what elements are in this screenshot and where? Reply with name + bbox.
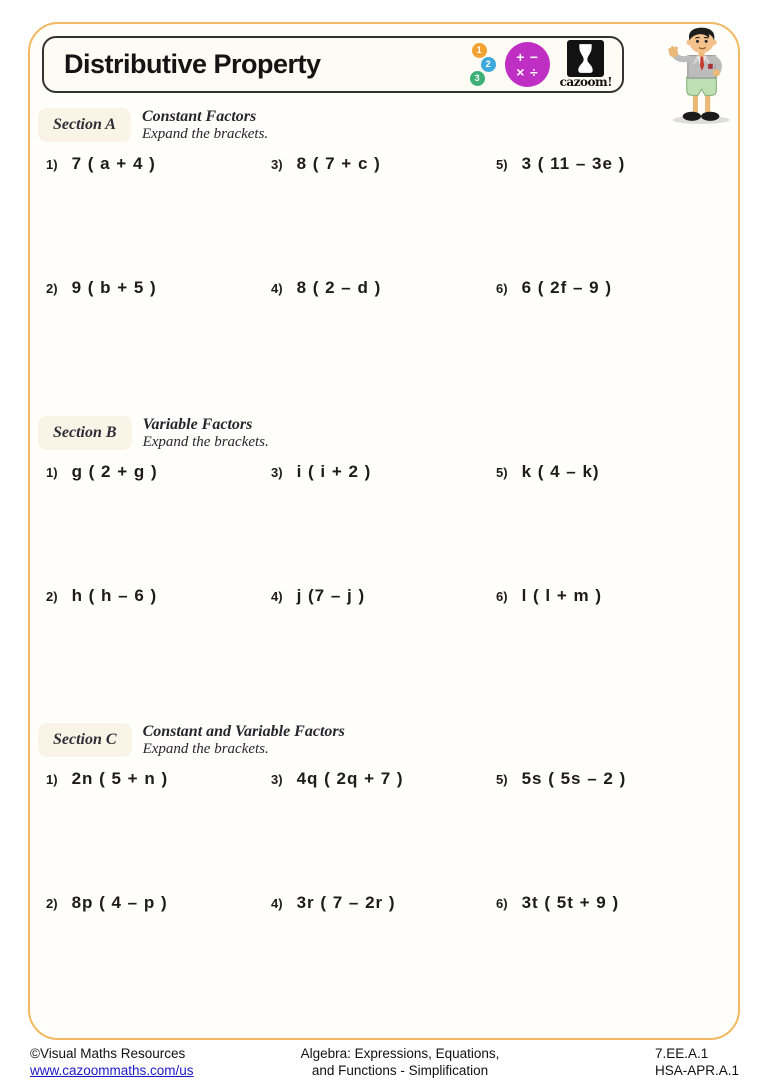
problem-c6 [496,891,710,1015]
problem-number: 5) [496,157,508,173]
problem-number: 3) [271,772,283,788]
problem-expression: j (7 – j ) [296,586,366,606]
problem-number: 1) [46,465,58,481]
problem-b4 [271,584,496,708]
problem-expression: 8 ( 7 + c ) [296,154,381,174]
problem-number: 4) [271,896,283,912]
problem-number: 2) [46,589,58,605]
problem-a1 [46,152,271,276]
problem-number: 6) [496,281,508,297]
problem-number: 2) [46,281,58,297]
problem-expression: 9 ( b + 5 ) [71,278,157,298]
cazoom-wordmark: cazoom! [559,75,612,89]
problem-expression: 5s ( 5s – 2 ) [521,769,627,789]
section-a-label: Section A [38,108,131,142]
worksheet-header [42,36,624,93]
section-b-instruction: Expand the brackets. [142,433,269,450]
problem-number: 6) [496,589,508,605]
problem-expression: g ( 2 + g ) [71,462,158,482]
problem-expression: 4q ( 2q + 7 ) [296,769,404,789]
page-title: Distributive Property [64,49,321,79]
section-c-label: Section C [38,723,132,757]
problem-number: 2) [46,896,58,912]
problem-b3 [271,460,496,584]
badge-2-icon: 2 [481,57,496,72]
section-b [38,416,710,708]
problem-a6 [496,276,710,400]
problem-number: 3) [271,465,283,481]
number-badges-icon [467,42,499,88]
problem-expression: 2n ( 5 + n ) [71,769,169,789]
copyright-text: ©Visual Maths Resources [30,1046,186,1061]
subject-line-1: Algebra: Expressions, Equations, [300,1046,500,1061]
section-c [38,723,710,1015]
problem-number: 6) [496,896,508,912]
problem-a4 [271,276,496,400]
problem-c2 [46,891,271,1015]
problem-number: 1) [46,772,58,788]
problem-number: 5) [496,465,508,481]
problem-b2 [46,584,271,708]
problem-number: 5) [496,772,508,788]
problem-number: 4) [271,281,283,297]
problem-b6 [496,584,710,708]
section-a [38,108,710,400]
section-a-problems [38,152,710,400]
subject-line-2: and Functions - Simplification [311,1062,489,1078]
problem-c1 [46,767,271,891]
problem-expression: 3t ( 5t + 9 ) [521,893,620,913]
problem-expression: h ( h – 6 ) [71,586,158,606]
problem-a5 [496,152,710,276]
badge-3-icon: 3 [470,71,485,86]
problem-expression: 7 ( a + 4 ) [71,154,156,174]
section-c-heading: Constant and Variable Factors [142,723,345,740]
problem-expression: 8p ( 4 – p ) [71,893,168,913]
problem-expression: 3 ( 11 – 3e ) [521,154,626,174]
problem-number: 1) [46,157,58,173]
problem-number: 4) [271,589,283,605]
math-operators-icon [505,42,550,87]
problem-expression: 3r ( 7 – 2r ) [296,893,396,913]
plus-icon: + [516,48,525,65]
section-b-label: Section B [38,416,132,450]
problem-number: 3) [271,157,283,173]
problem-c4 [271,891,496,1015]
cazoom-logo-group [467,40,612,89]
badge-1-icon: 1 [472,43,487,58]
section-c-instruction: Expand the brackets. [142,740,269,757]
problem-expression: 8 ( 2 – d ) [296,278,382,298]
cazoom-brand-logo [560,40,612,89]
cazoom-vase-icon [567,40,604,77]
problem-a3 [271,152,496,276]
problem-expression: i ( i + 2 ) [296,462,372,482]
divide-icon: ÷ [530,64,538,81]
standard-code-2: HSA-APR.A.1 [655,1062,740,1078]
problem-expression: 6 ( 2f – 9 ) [521,278,612,298]
multiply-icon: × [516,64,525,81]
problem-c3 [271,767,496,891]
minus-icon: − [529,48,538,65]
problem-expression: l ( l + m ) [521,586,602,606]
problem-b5 [496,460,710,584]
section-c-problems [38,767,710,1015]
problem-a2 [46,276,271,400]
standard-code-1: 7.EE.A.1 [655,1046,709,1061]
problem-c5 [496,767,710,891]
section-a-instruction: Expand the brackets. [141,125,269,142]
problem-b1 [46,460,271,584]
section-b-problems [38,460,710,708]
problem-expression: k ( 4 – k) [521,462,600,482]
website-link[interactable]: www.cazoommaths.com/us [30,1062,194,1078]
section-b-heading: Variable Factors [142,416,253,433]
section-a-heading: Constant Factors [141,108,257,125]
